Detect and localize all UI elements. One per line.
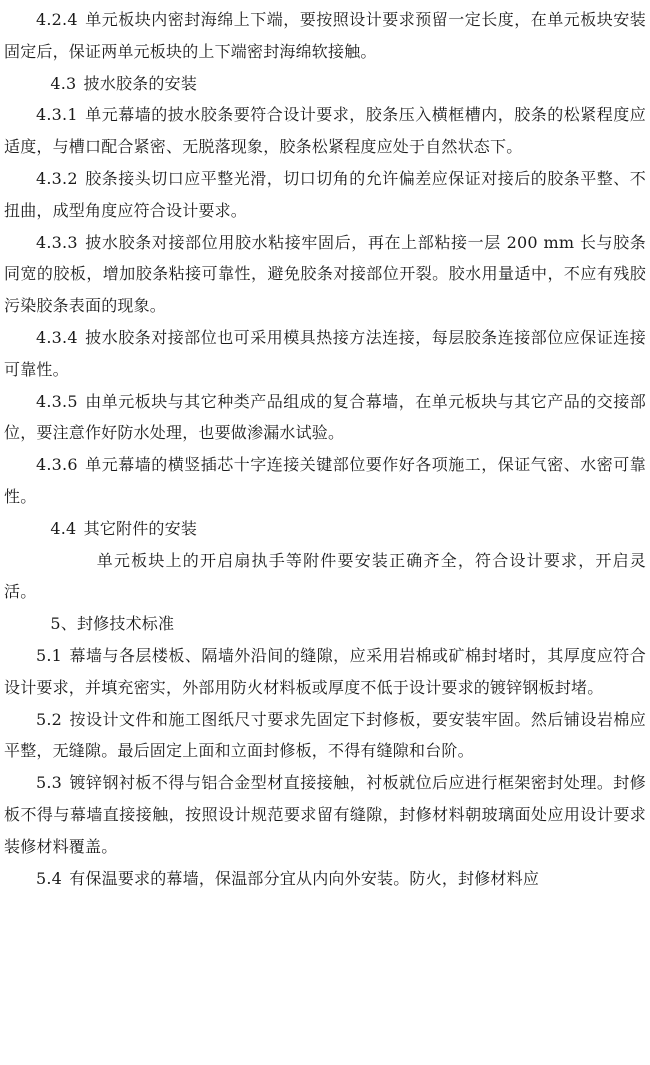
clause-text: 单元幕墙的披水胶条要符合设计要求，胶条压入横框槽内，胶条的松紧程度应适度，与槽口配合紧密、无脱落现象，胶条松紧程度应处于自然状态下。 — [4, 105, 646, 157]
clause-text: 由单元板块与其它种类产品组成的复合幕墙，在单元板块与其它产品的交接部位，要注意作好防水处理，也要做渗漏水试验。 — [4, 391, 646, 443]
clause-5-4 — [4, 863, 646, 895]
clause-4-2-4 — [4, 4, 646, 68]
section-title: 其它附件的安装 — [83, 518, 198, 538]
clause-number: 4.3.4 — [36, 327, 78, 347]
clause-4-3-1 — [4, 99, 646, 163]
section-heading-4-3 — [4, 68, 646, 100]
section-heading-5 — [4, 608, 646, 640]
clause-number: 4.3.6 — [36, 455, 78, 475]
clause-text: 披水胶条对接部位用胶水粘接牢固后，再在上部粘接一层 200 mm 长与胶条同宽的胶板，增加胶条粘接可靠性，避免胶条对接部位开裂。胶水用量适中，不应有残胶污染胶条表面的现象。 — [4, 232, 646, 316]
clause-text: 单元板块内密封海绵上下端，要按照设计要求预留一定长度，在单元板块安装固定后，保证两单元板块的上下端密封海绵软接触。 — [4, 10, 646, 61]
section-number: 5、 — [50, 614, 77, 634]
clause-number: 4.3.5 — [36, 391, 78, 411]
document-page — [4, 4, 646, 894]
clause-number: 4.3.1 — [36, 105, 78, 125]
section-heading-4-4 — [4, 513, 646, 545]
clause-number: 5.1 — [36, 645, 63, 665]
section-number: 4.3 — [50, 73, 77, 93]
clause-text: 披水胶条对接部位也可采用模具热接方法连接，每层胶条连接部位应保证连接可靠性。 — [4, 327, 646, 379]
clause-4-3-4 — [4, 322, 646, 386]
section-title: 披水胶条的安装 — [83, 73, 198, 93]
clause-number: 5.2 — [36, 709, 63, 729]
clause-4-3-5 — [4, 386, 646, 450]
section-4-4-body — [4, 545, 646, 609]
clause-5-2 — [4, 704, 646, 768]
clause-4-3-3 — [4, 227, 646, 322]
clause-number: 4.3.2 — [36, 168, 78, 188]
clause-text: 单元板块上的开启扇执手等附件要安装正确齐全，符合设计要求，开启灵活。 — [4, 550, 646, 602]
section-title: 封修技术标准 — [76, 614, 175, 634]
clause-number: 5.3 — [36, 773, 63, 793]
clause-number: 4.3.3 — [36, 232, 78, 252]
clause-5-3 — [4, 767, 646, 862]
clause-number: 4.2.4 — [36, 10, 78, 29]
clause-4-3-2 — [4, 163, 646, 227]
clause-text: 胶条接头切口应平整光滑，切口切角的允许偏差应保证对接后的胶条平整、不扭曲，成型角度应符合设计要求。 — [4, 168, 646, 220]
clause-text: 单元幕墙的横竖插芯十字连接关键部位要作好各项施工，保证气密、水密可靠性。 — [4, 455, 646, 506]
clause-text: 按设计文件和施工图纸尺寸要求先固定下封修板，要安装牢固。然后铺设岩棉应平整，无缝隙。最后固定上面和立面封修板，不得有缝隙和台阶。 — [4, 709, 646, 761]
clause-5-1 — [4, 640, 646, 704]
section-number: 4.4 — [50, 518, 77, 538]
clause-text: 镀锌钢衬板不得与铝合金型材直接接触，衬板就位后应进行框架密封处理。封修板不得与幕墙直接接触，按照设计规范要求留有缝隙，封修材料朝玻璃面处应用设计要求装修材料覆盖。 — [4, 773, 646, 856]
clause-text: 有保温要求的幕墙，保温部分宜从内向外安装。防火，封修材料应 — [69, 868, 540, 888]
clause-4-3-6 — [4, 449, 646, 513]
clause-number: 5.4 — [36, 868, 63, 888]
clause-text: 幕墙与各层楼板、隔墙外沿间的缝隙，应采用岩棉或矿棉封堵时，其厚度应符合设计要求，并填充密实，外部用防火材料板或厚度不低于设计要求的镀锌钢板封堵。 — [4, 645, 646, 697]
